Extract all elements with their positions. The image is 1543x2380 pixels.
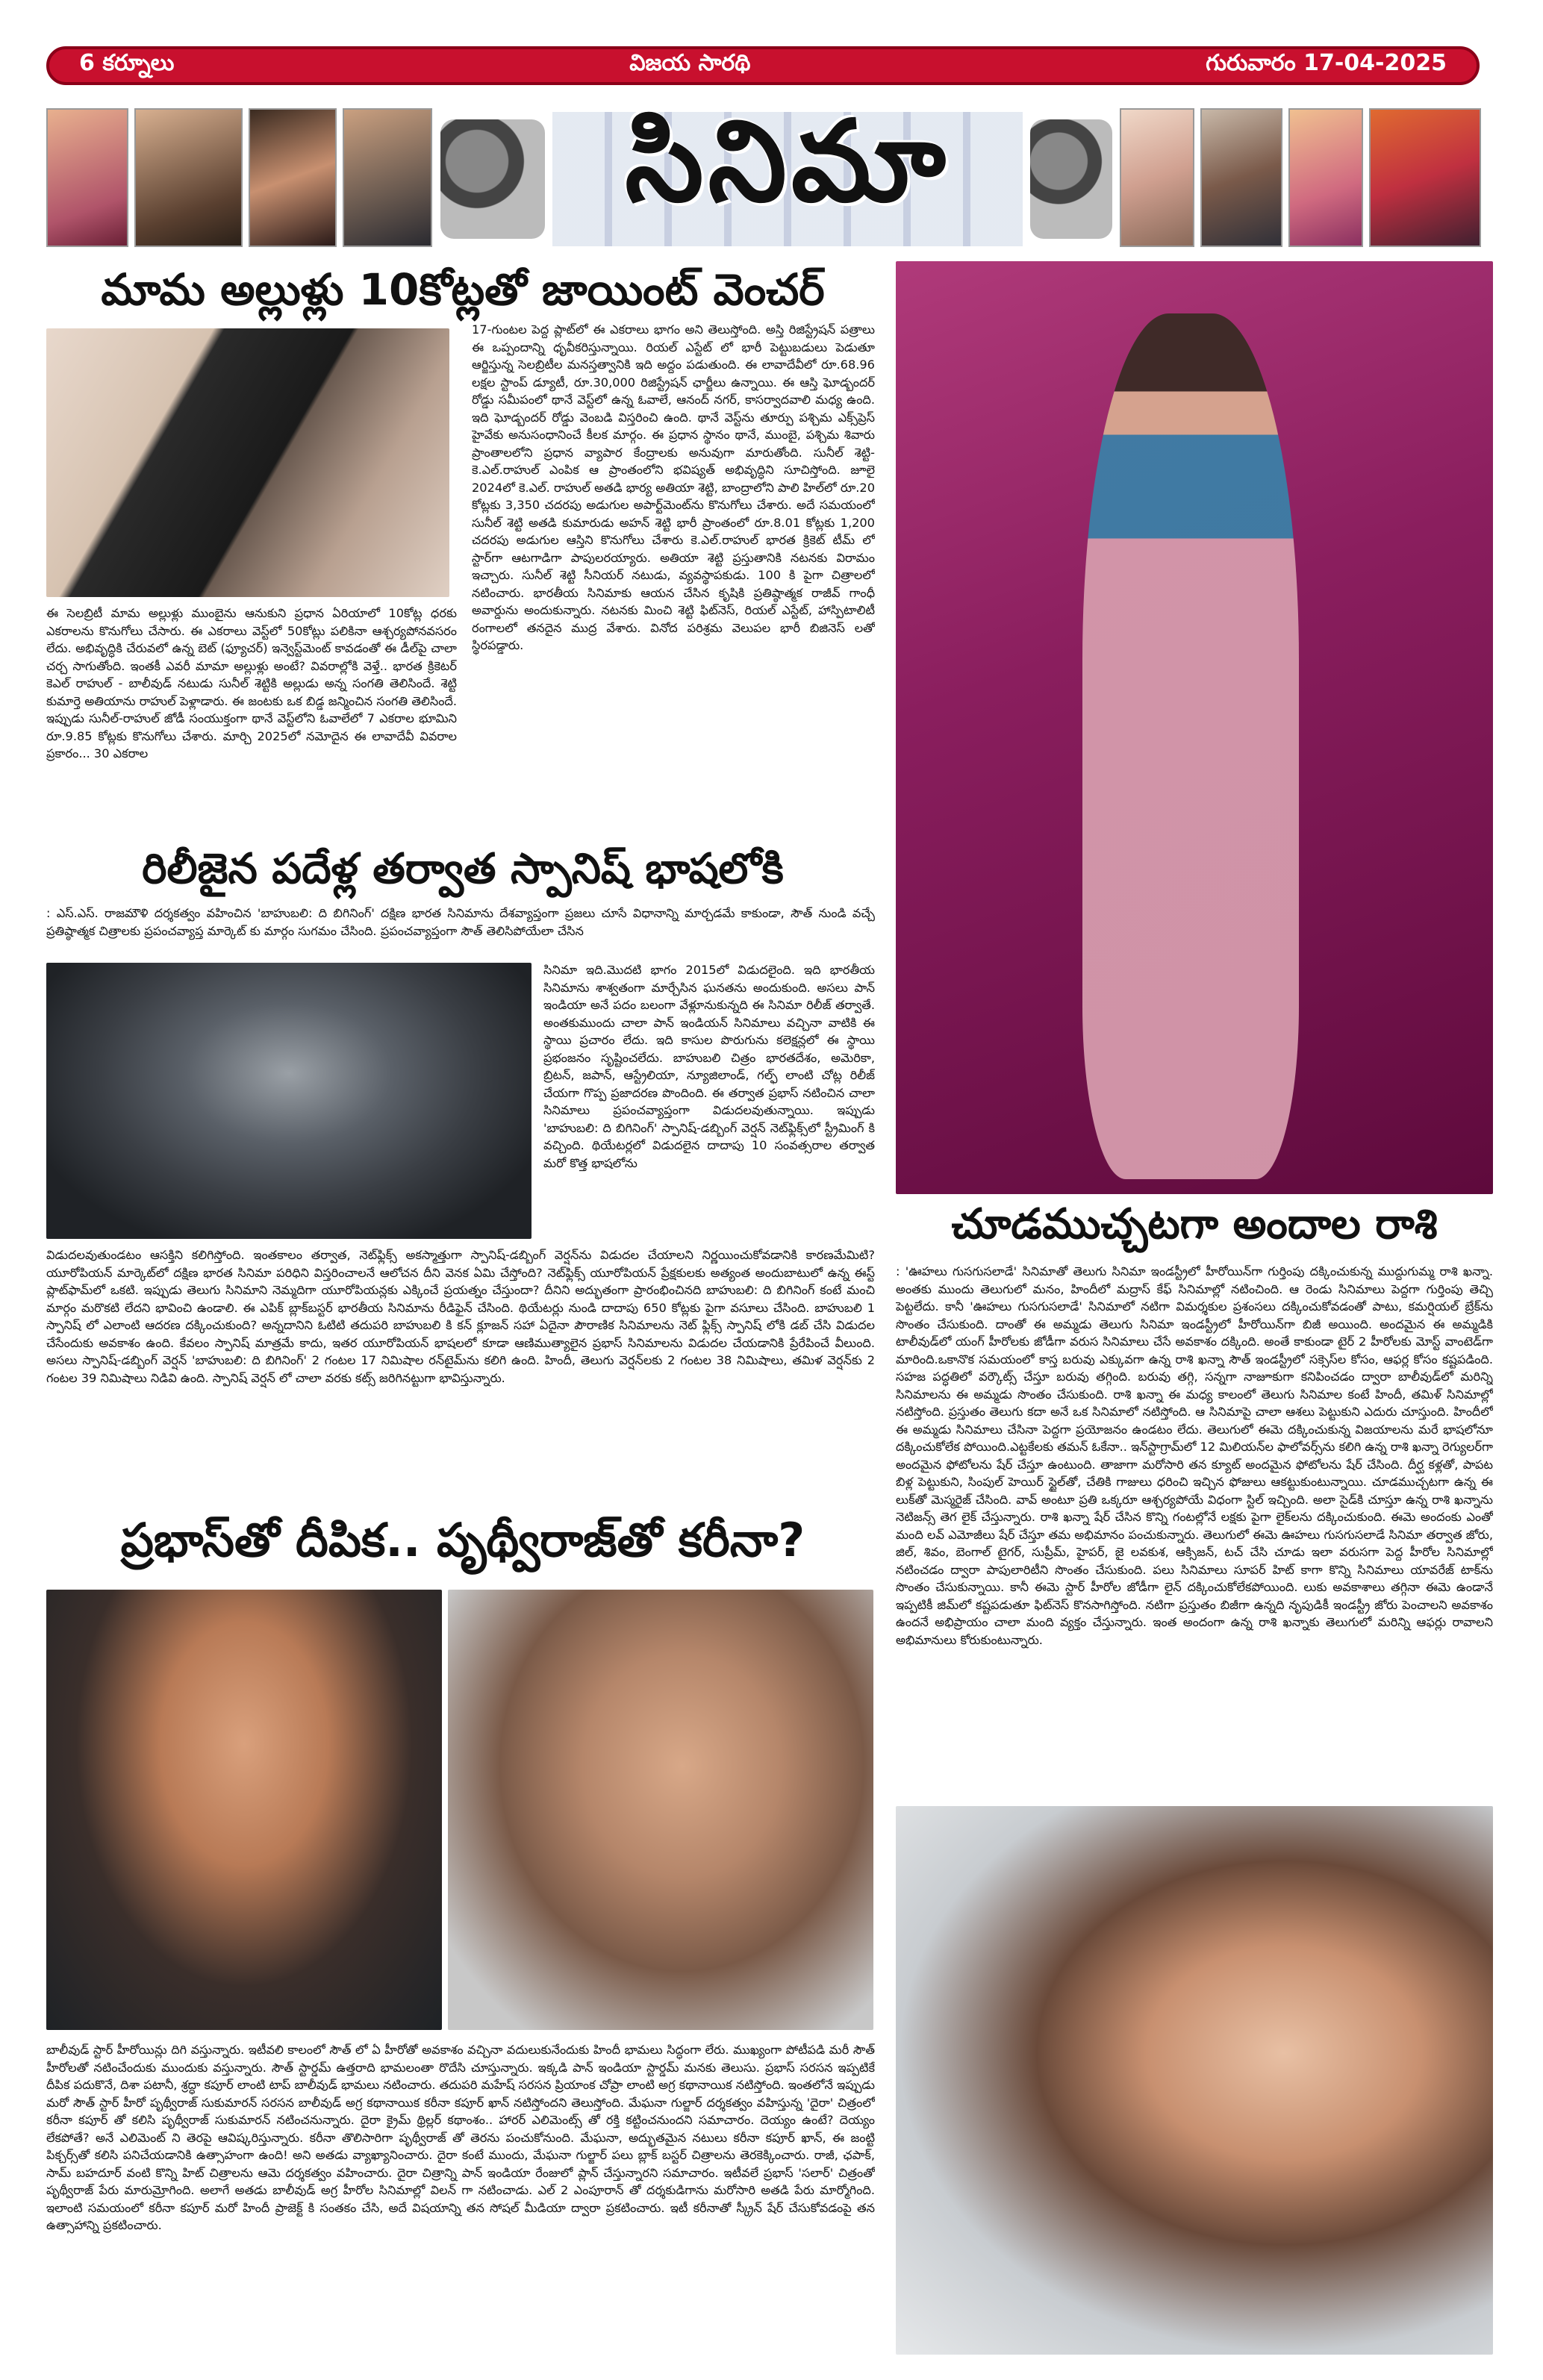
section-masthead (552, 96, 1023, 246)
actor-photo (249, 108, 337, 247)
section-title: సినిమా (625, 96, 950, 227)
article-body: 17-గుంటల పెద్ద ప్లాట్‌లో ఈ ఎకరాలు భాగం అని తెలుస్తోంది. అస్తి రిజిస్ట్రేషన్ పత్రాలు ఈ ఒప్పందాన్ని ధృవీకరిస్తున్నాయి. రియల్ ఎస్టేట్ లో భారీ పెట్టుబడులు పెడుతూ ఆర్జిస్తున్న సెలబ్రిటీల మనస్తత్వానికి ఇది అద్దం పడుతుంది. ఈ లావాదేవీలో రూ.68.96 లక్షల స్టాంప్ డ్యూటీ, రూ.30,000 రిజిస్ట్రేషన్ ఛార్జీలు ఉన్నాయి. ఈ ఆస్తి ఘోడ్బందర్ రోడ్డు సమీపంలో థానే వెస్ట్‌లో ఉన్న ఓవాలే, ఆనంద్ నగర్, కాసర్వాదవాలి మధ్య ఉంది. ఇది ఘోడ్బందర్ రోడ్డు వెంబడి విస్తరించి ఉంది. థానే వెస్ట్‌ను తూర్పు పశ్చిమ ఎక్స్‌ప్రెస్ హైవేకు అనుసంధానించే కీలక మార్గం. ఈ ప్రధాన స్థానం థానే, ముంబై, పశ్చిమ శివారు ప్రాంతాలలోని ప్రధాన వ్యాపార కేంద్రాలకు అనువుగా మారుతోంది. సునీల్ శెట్టి- కె.ఎల్.రాహుల్ ఎంపిక ఆ ప్రాంతంలోని భవిష్యత్ అభివృద్ధిని సూచిస్తోంది. జూలై 2024లో కె.ఎల్. రాహుల్ అతడి భార్య అతియా శెట్టి, బాంద్రాలోని పాలి హిల్‌లో రూ.20 కోట్లకు 3,350 చదరపు అడుగుల అపార్ట్‌మెంట్‌ను కొనుగోలు చేశారు. అదే సమయంలో సునీల్ శెట్టి అతడి కుమారుడు అహన్ శెట్టి భారీ ప్రాంతంలో రూ.8.01 కోట్లకు 1,200 చదరపు అడుగుల ఆస్తిని కొనుగోలు చేశారు కె.ఎల్.రాహుల్ భారత క్రికెట్ టీమ్ లో స్టార్‌గా ఆటగాడిగా పాపులరయ్యారు. అతియా శెట్టి ప్రస్తుతానికి నటనకు విరామం ఇచ్చారు. సునీల్ శెట్టి సీనియర్ నటుడు, వ్యవస్థాపకుడు. 100 కి పైగా చిత్రాలలో నటించారు. భారతీయ సినిమాకు ఆయన చేసిన కృషికి ప్రతిష్ఠాత్మక రాజీవ్ గాంధీ అవార్డును అందుకున్నారు. నటనకు మించి శెట్టి ఫిట్‌నెస్, రియల్ ఎస్టేట్, హాస్పిటాలిటీ రంగాలలో తనదైన ముద్ర వేశారు. వినోద పరిశ్రమ వెలుపల భారీ బిజినెస్ లతో స్థిరపడ్డారు. (472, 322, 875, 652)
actor-photo (46, 108, 128, 247)
article-photo (46, 328, 449, 597)
article-body: : 'ఊహలు గుసగుసలాడే' సినిమాతో తెలుగు సినిమా ఇండస్ట్రీలో హీరోయిన్‌గా గుర్తింపు దక్కించుకున్న ముద్దుగుమ్మ రాశి ఖన్నా. అంతకు ముందు తెలుగులో మనం, హిందీలో మద్రాస్ కేఫ్ సినిమాల్లో నటించింది. ఆ రెండు సినిమాలు పెద్దగా గుర్తింపు తెచ్చి పెట్టలేదు. కానీ 'ఊహలు గుసగుసలాడే' సినిమాలో నటిగా విమర్శకుల ప్రశంసలు దక్కించుకోవడంతో పాటు, కమర్షియల్ బ్రేక్‌ను సొంతం చేసుకుంది. దాంతో ఈ అమ్మడు తెలుగు సినిమా ఇండస్ట్రీలో హీరోయిన్‌గా బిజీ అయింది. అందమైన ఈ అమ్మడికి టాలీవుడ్‌లో యంగ్ హీరోలకు జోడీగా వరుస సినిమాలు చేసే అవకాశం దక్కింది. అంతే కాకుండా టైర్ 2 హీరోలకు మోస్ట్ వాంటెడ్‌గా మారింది.ఒకానొక సమయంలో కాస్త బరువు ఎక్కువగా ఉన్న రాశి ఖన్నా సౌత్ ఇండస్ట్రీలో సక్సెస్‌ల కోసం, ఆఫర్ల కోసం కష్టపడింది. సహజ పద్ధతిలో వర్కౌట్స్ చేస్తూ బరువు తగ్గింది. బరువు తగ్గి, సన్నగా నాజూకుగా కనిపించడం ద్వారా బాలీవుడ్‌లో మరిన్ని సినిమాలను ఈ అమ్మడు సొంతం చేసుకుంది. రాశి ఖన్నా ఈ మధ్య కాలంలో తెలుగు సినిమాల కంటే హిందీ, తమిళ్ సినిమాల్లో నటిస్తోంది. ప్రస్తుతం తెలుగు కదా అనే ఒక సినిమాలో నటిస్తోంది. ఆ సినిమాపై చాలా ఆశలు పెట్టుకుని ఎదురు చూస్తుంది. హిందీలో ఈ అమ్మడు సినిమాలు చేసినా పెద్దగా ప్రయోజనం ఉండటం లేదు. తెలుగులో ఈమె దక్కించుకున్న విజయాలను మరే భాషలోనూ దక్కించుకోలేక పోయింది.ఎట్టకేలకు తమన్ ఓకేనా.. ఇన్‌స్టాగ్రామ్‌లో 12 మిలియన్‌ల ఫాలోవర్స్‌ను కలిగి ఉన్న రాశి ఖన్నా రెగ్యులర్‌గా అందమైన ఫోటోలను షేర్ చేస్తూ ఉంటుంది. తాజాగా మరోసారి తన క్యూట్ అందమైన ఫోటోలను షేర్ చేసింది. దీర్ఘ కళ్లతో, పాపట బిళ్ల పెట్టుకుని, సింపుల్ హెయిర్ స్టైల్‌తో, చేతికి గాజులు ధరించి ఇచ్చిన ఫోజులు ఆకట్టుకుంటున్నాయి. చూడముచ్చటగా ఉన్న ఈ లుక్‌తో మెస్మరైజ్ చేసింది. వావ్ అంటూ ప్రతి ఒక్కరూ ఆశ్చర్యపోయే విధంగా స్టిల్ ఇచ్చింది. అలా సైడ్‌కి చూస్తూ ఉన్న రాశి ఖన్నాను నెటిజన్స్ తెగ లైక్ చేస్తున్నారు. రాశి ఖన్నా షేర్ చేసిన కొన్ని గంటల్లోనే లక్షకు పైగా లైక్‌లను దక్కించుకుంది. ఈమె అందంకు ఎంతో మంది లవ్ ఎమోజీలు షేర్ చేస్తూ తమ అభిమానం పంచుకున్నారు. తెలుగులో ఈమె ఊహలు గుసగుసలాడే సినిమా తర్వాత జోరు, జిల్, శివం, బెంగాల్ టైగర్, సుప్రీమ్, హైపర్, జై లవకుశ, ఆక్సిజన్, టచ్ చేసి చూడు ఇలా వరుసగా పెద్ద హీరోల సినిమాల్లో నటించడం ద్వారా పాపులారిటీని సొంతం చేసుకుంది. పలు సినిమాలు సూపర్ హిట్ కాగా కొన్ని సినిమాలు యావరేజ్ టాక్‌ను సొంతం చేసుకున్నాయి. కానీ ఈమె స్టార్ హీరోల జోడీగా లైన్ దక్కించుకోలేకపోయింది. లుకు అవకాశాలు తగ్గినా ఈమె ఉండానే ఇప్పటికీ జిమ్‌లో కష్టపడుతూ ఫిట్‌నెస్‌ కొనసాగిస్తోంది. నటిగా ప్రస్తుతం బిజీగా ఉన్నది నృపుడికీ ఇండస్ట్రీ జోరు పెంచాలని అవకాశం ఉందనే అభిప్రాయం చాలా మంది వ్యక్తం చేస్తున్నారు. ఇంత అందంగా ఉన్న రాశి ఖన్నాకు తెలుగులో మరిన్ని ఆఫర్లు రావాలని అభిమానులు కోరుకుంటున్నారు. (896, 1264, 1493, 1647)
actress-photo (896, 1806, 1493, 2355)
article-body: విడుదలవుతుండటం ఆసక్తిని కలిగిస్తోంది. ఇంతకాలం తర్వాత, నెట్‌ఫ్లిక్స్ అకస్మాత్తుగా స్పానిష్-డబ్బింగ్ వెర్షన్‌ను విడుదల చేయాలని నిర్ణయించుకోవడానికి కారణమేమిటి? యూరోపియన్ మార్కెట్‌లో దక్షిణ భారత సినిమా పరిధిని విస్తరించాలనే ఆలోచన దీని వెనక ఏమి చేస్తోంది? నెట్‌ఫ్లిక్స్ యూరోపియన్ ప్రేక్షకులకు అత్యంత అందుబాటులో ఉన్న ఈస్ట్ ప్లాట్‌ఫామ్‌లో ఒకటి. ఇప్పుడు తెలుగు సినిమాని నెమ్మదిగా యూరోపియన్లకు ఎక్కించే ప్రయత్నం చేస్తుందా? దీనిని అద్భుతంగా ప్రారంభించినది బాహుబలి: ది బిగినింగ్ కంటే మంచి మార్గం మరొకటి లేదని భావించి ఉండాలి. ఈ ఎపిక్ బ్లాక్‌బస్టర్ భారతీయ సినిమాను రీడిఫైన్ చేసింది. థియేటర్లు నుండి దాదాపు 650 కోట్లకు పైగా వసూలు చేసింది. బాహుబలి 1 స్పానిష్ లో ఎలాంటి ఆదరణ దక్కించుకుంది? అన్నదానిని ఓటిటి తదుపరి బాహుబలి కి కన్ క్లూజన్ సహా ఏదైనా పౌరాణిక సినిమాలను నెట్ ఫ్లిక్స్ స్పానిష్ లోకి డబ్ చేసి విడుదల చేసేందుకు అవకాశం ఉంది. కేవలం స్పానిష్ మాత్రమే కాదు, ఇతర యూరోపియన్ భాషలలో కూడా ఆణిముత్యాలైన ప్రభాస్ సినిమాలను విడుదల చేయడానికి ప్రేరేపించే వీలుంది. అసలు స్పానిష్-డబ్బింగ్ వెర్షన్ 'బాహుబలి: ది బిగినింగ్' 2 గంటల 17 నిమిషాల రన్‌టైమ్‌ను కలిగి ఉంది. హిందీ, తెలుగు వెర్షన్‌లకు 2 గంటల 38 నిమిషాలు, తమిళ వెర్షన్‌కు 2 గంటల 39 నిమిషాలు నిడివి ఉంది. స్పానిష్ వెర్షన్ లో చాలా వరకు కట్స్ జరిగినట్టుగా భావిస్తున్నారు. (46, 1248, 875, 1385)
article-headline: మామ అల్లుళ్లు 10కోట్లతో జాయింట్ వెంచర్ (101, 264, 825, 315)
actor-photo (343, 108, 432, 247)
page-label: 6 కర్నూలు (79, 50, 175, 76)
actor-photo (1369, 108, 1481, 247)
article-headline: రిలీజైన పదేళ్ల తర్వాత స్పానిష్ భాషలోకి (142, 845, 784, 893)
article-photo (46, 963, 532, 1239)
article-photo (448, 1590, 873, 2030)
issue-date: గురువారం 17-04-2025 (1206, 50, 1447, 76)
actor-photo (1288, 108, 1363, 247)
actress-figure (1082, 313, 1299, 1179)
paper-name: విజయ సారథి (629, 50, 751, 76)
article-headline: ప్రభాస్‌తో దీపిక.. పృథ్వీరాజ్‌తో కరీనా? (120, 1513, 805, 1567)
article-photo (46, 1590, 442, 2030)
article-body: : ఎస్.ఎస్. రాజమౌళి దర్శకత్వం వహించిన 'బాహుబలి: ది బిగినింగ్' దక్షిణ భారత సినిమాను దేశవ్యాప్తంగా ప్రజలు చూసే విధానాన్ని మార్చడమే కాకుండా, సౌత్ నుండి వచ్చే ప్రతిష్ఠాత్మక చిత్రాలకు ప్రపంచవ్యాప్త మార్కెట్ కు మార్గం సుగమం చేసింది. ప్రపంచవ్యాప్తంగా సౌత్ తెలిసిపోయేలా చేసిన (46, 906, 875, 938)
actor-photo (134, 108, 243, 247)
actor-photo (1120, 108, 1194, 247)
article-headline: చూడముచ్చటగా అందాల రాశి (951, 1200, 1438, 1249)
film-projector-icon (440, 119, 545, 239)
article-body: ఈ సెలబ్రిటీ మామ అల్లుళ్లు ముంబైను ఆనుకుని ప్రధాన ఏరియాలో 10కోట్ల ధరకు ఎకరాలను కొనుగోలు చేసారు. ఈ ఎకరాలు వెస్ట్‌లో 50కోట్లు పలికినా ఆశ్చర్యపోనవసరం లేదు. అభివృద్ధికి చేరువలో ఉన్న బెట్ (ఫ్యూచర్) ఇన్వెస్ట్‌మెంట్ కావడంతో ఈ డీల్‌పై చాలా చర్చ సాగుతోంది. ఇంతకీ ఎవరీ మామా అల్లుళ్లు అంటే? వివరాల్లోకి వెళ్తే.. భారత క్రికెటర్ కెఎల్ రాహుల్ - బాలీవుడ్ నటుడు సునీల్ శెట్టికి అల్లుడు అన్న సంగతి తెలిసిందే. శెట్టి కుమార్తె అతియాను రాహుల్ పెళ్లాడారు. ఈ జంటకు ఒక బిడ్డ జన్మించిన సంగతి తెలిసిందే. ఇప్పుడు సునీల్-రాహుల్ జోడీ సంయుక్తంగా థానే వెస్ట్‌లోని ఓవాలేలో 7 ఎకరాల భూమిని రూ.9.85 కోట్లకు కొనుగోలు చేశారు. మార్చి 2025లో నమోదైన ఈ లావాదేవీ వివరాల ప్రకారం... 30 ఎకరాల (46, 606, 457, 760)
article-body: సినిమా ఇది.మొదటి భాగం 2015లో విడుదలైంది. ఇది భారతీయ సినిమాను శాశ్వతంగా మార్చేసిన ఘనతను అందుకుంది. అసలు పాన్ ఇండియా అనే పదం బలంగా వేళ్లూనుకున్నది ఈ సినిమా రిలీజ్ తర్వాతే. అంతకుముందు చాలా పాన్ ఇండియన్ సినిమాలు వచ్చినా వాటికి ఈ స్థాయి ప్రచారం లేదు. ఇది కాసుల పొరుగును కలెక్షన్లలో ఈ స్థాయి ప్రభంజనం సృష్టించలేదు. బాహుబలి చిత్రం భారతదేశం, అమెరికా, బ్రిటన్, జపాన్, ఆస్ట్రేలియా, న్యూజిలాండ్, గల్ఫ్ లాంటి చోట్ల రిలీజ్ చేయగా గొప్ప ప్రజాదరణ పొందింది. ఈ తర్వాత ప్రభాస్ నటించిన చాలా సినిమాలు ప్రపంచవ్యాప్తంగా విడుదలవుతున్నాయి. ఇప్పుడు 'బాహుబలి: ది బిగినింగ్' స్పానిష్-డబ్బింగ్ వెర్షన్ నెట్‌ఫ్లిక్స్‌లో స్ట్రీమింగ్ కి వచ్చింది. థియేటర్లలో విడుదలైన దాదాపు 10 సంవత్సరాల తర్వాత మరో కొత్త భాషలోను (543, 963, 875, 1170)
article-body: బాలీవుడ్ స్టార్ హీరోయిన్లు దిగి వస్తున్నారు. ఇటీవలి కాలంలో సౌత్ లో ఏ హీరోతో అవకాశం వచ్చినా వదులుకునేందుకు హిందీ భామలు సిద్ధంగా లేరు. ముఖ్యంగా పోటీపడి మరీ సౌత్ హీరోలతో నటించేందుకు ముందుకు వస్తున్నారు. సౌత్ స్టార్డమ్ ఉత్తరాది భామలంతా రొదేసి చూస్తున్నారు. ఇక్కడి పాన్ ఇండియా స్టార్డమ్ మనకు తెలుసు. ప్రభాస్ సరసన ఇప్పటికే దీపిక పదుకొనే, దిశా పటానీ, శ్రద్ధా కపూర్ లాంటి టాప్ బాలీవుడ్ భామలు నటించారు. తదుపరి మహేష్ సరసన ప్రియాంక చోప్రా లాంటి అగ్ర కథానాయిక నటిస్తోంది. ఇంతలోనే ఇప్పుడు మరో సౌత్ స్టార్ హీరో పృథ్వీరాజ్ సుకుమారన్ సరసన బాలీవుడ్ అగ్ర కథానాయిక కరీనా కపూర్ ఖాన్ నటిస్తోందని తెలుస్తోంది. మేఘనా గుల్జార్ దర్శకత్వం వహిస్తున్న 'దైరా' చిత్రంలో కరీనా కపూర్ తో కలిసి పృథ్వీరాజ్ సుకుమారన్ నటించనున్నారు. దైరా క్రైమ్ థ్రిల్లర్ కథాంశం.. హారర్ ఎలిమెంట్స్ తో రక్తి కట్టించనుందని సమాచారం. దెయ్యం ఉంటే? దెయ్యం లేకపోతే? అనే ఎలిమెంట్ ని తెరపై ఆవిష్కరిస్తున్నారు. కరీనా తొలిసారిగా పృథ్వీరాజ్ తో తెరను పంచుకోనుంది. మేఘనా, అద్భుతమైన నటులు కరీనా కపూర్ ఖాన్, ఈ జంట్టి పిక్చర్స్‌తో కలిసి పనిచేయడానికి ఉత్సాహంగా ఉంది! అని అతడు వ్యాఖ్యానించారు. దైరా కంటే ముందు, మేఘనా గుల్జార్ పలు బ్లాక్ బస్టర్ చిత్రాలను తెరకెక్కించారు. రాజీ, ఛపాక్, సామ్ బహదూర్ వంటి కొన్ని హిట్ చిత్రాలను ఆమె దర్శకత్వం వహించారు. దైరా చిత్రాన్ని పాన్ ఇండియా రేంజులో ప్లాన్ చేస్తున్నారని సమాచారం. ఇటీవలే ప్రభాస్ 'సలార్' చిత్రంతో పృథ్వీరాజ్ పేరు మారుమ్రోగింది. అలాగే అతడు బాలీవుడ్ అగ్ర హీరోల సినిమాల్లో విలన్ గా నటించాడు. ఎల్ 2 ఎంపూరాన్ తో దర్శకుడిగాను మరోసారి అతడి పేరు మార్మోగింది. ఇలాంటి సమయంలో కరీనా కపూర్ మరో హిందీ ప్రాజెక్ట్ కి సంతకం చేసి, అదే విషయాన్ని తన సోషల్ మీడియా ద్వారా ప్రకటించారు. ఇటీ కరీనాతో స్క్రీన్ షేర్ చేసుకోవడంపై తన ఉత్సాహాన్ని ప్రకటించారు. (46, 2043, 875, 2232)
film-projector-icon (1030, 119, 1112, 239)
actor-photo (1200, 108, 1282, 247)
header-bar (46, 46, 1480, 85)
